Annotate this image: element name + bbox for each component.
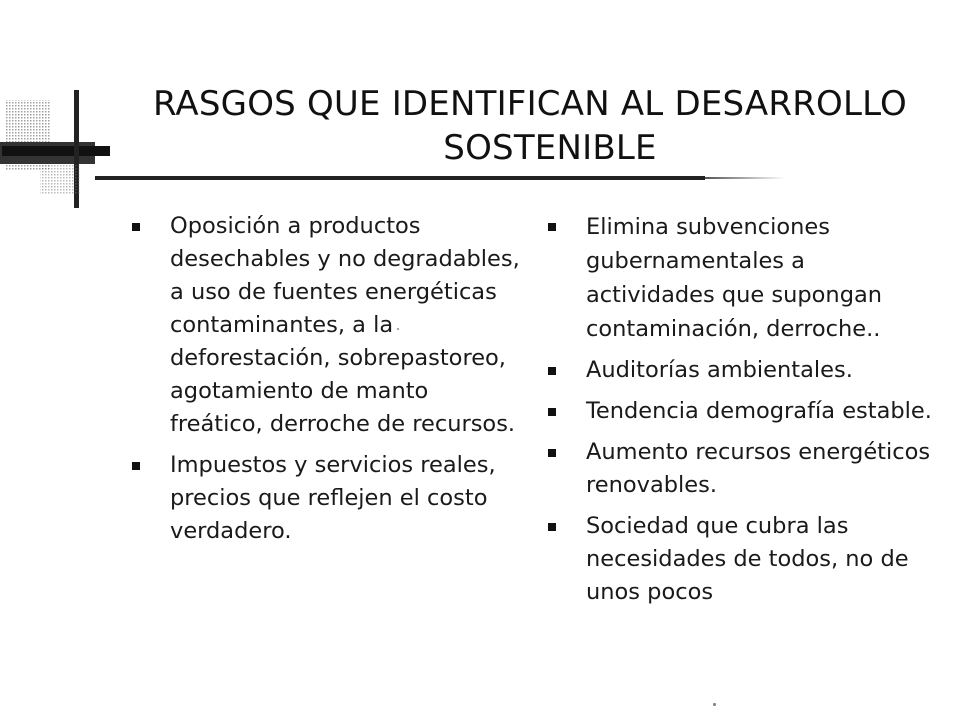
- list-item: [132, 449, 522, 548]
- list-item: [132, 210, 522, 441]
- slide-title: [150, 82, 910, 170]
- square-bullet-icon: [132, 462, 140, 470]
- list-item-text: Oposición a productos desechables y no degradables, a uso de fuentes energéticas contaminantes, a la deforestación, sobrepastoreo, agotamiento de manto freático, derroche de recursos.: [170, 213, 520, 437]
- left-bullet-list: [132, 210, 522, 548]
- square-bullet-icon: [548, 449, 556, 457]
- title-underline: [95, 176, 705, 180]
- scan-speck: [713, 703, 716, 706]
- list-item: [548, 354, 938, 387]
- list-item-text: Elimina subvenciones gubernamentales a actividades que supongan contaminación, derroche..: [586, 214, 883, 342]
- right-column: [548, 210, 938, 609]
- square-bullet-icon: [548, 408, 556, 416]
- list-item: [548, 210, 938, 346]
- title-underline-fade: [705, 177, 785, 179]
- square-bullet-icon: [548, 523, 556, 531]
- scan-speck: [397, 328, 399, 330]
- list-item-text: Sociedad que cubra las necesidades de todos, no de unos pocos: [586, 513, 909, 605]
- list-item-text: Tendencia demografía estable.: [586, 398, 932, 424]
- title-line-2: SOSTENIBLE: [443, 128, 657, 168]
- list-item-text: Auditorías ambientales.: [586, 357, 853, 383]
- right-bullet-list: [548, 210, 938, 609]
- list-item: [548, 510, 938, 609]
- list-item-text: Impuestos y servicios reales, precios que reflejen el costo verdadero.: [170, 452, 496, 544]
- square-bullet-icon: [548, 367, 556, 375]
- corner-ornament-decoration: [0, 90, 120, 210]
- square-bullet-icon: [132, 223, 140, 231]
- left-column: [132, 210, 522, 548]
- list-item-text: Aumento recursos energéticos renovables.: [586, 439, 931, 498]
- list-item: [548, 395, 938, 428]
- title-line-1: RASGOS QUE IDENTIFICAN AL DESARROLLO: [152, 84, 908, 124]
- list-item: [548, 436, 938, 502]
- square-bullet-icon: [548, 223, 556, 231]
